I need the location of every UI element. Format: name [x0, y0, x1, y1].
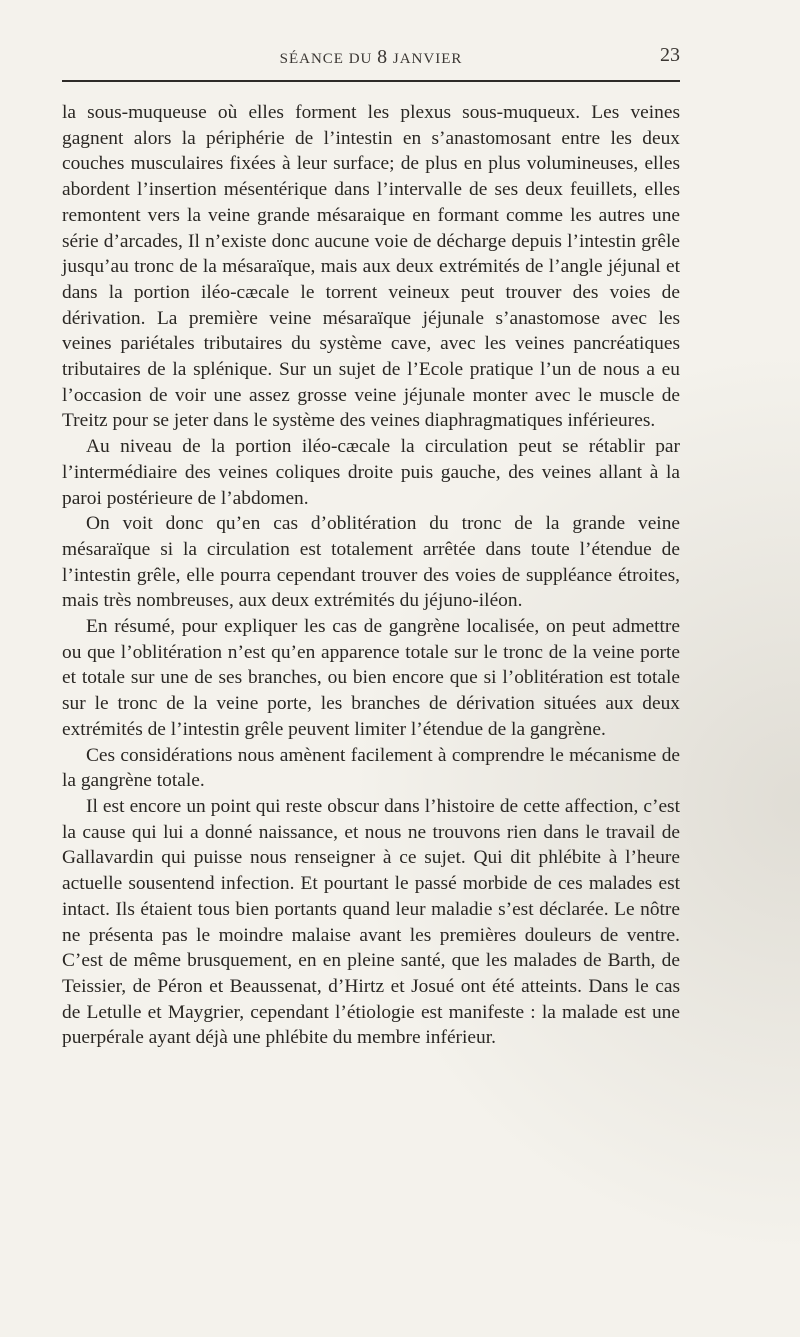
header-rule — [62, 80, 680, 82]
page-number: 23 — [660, 44, 680, 66]
body-text — [62, 100, 680, 1051]
paragraph: Ces considérations nous amènent facilement à comprendre le mécanisme de la gangrène totale. — [62, 744, 680, 792]
running-title — [62, 46, 680, 69]
paragraph: Il est encore un point qui reste obscur dans l’histoire de cette affection, c’est la cause qui lui a donné naissance, et nous ne trouvons rien dans le travail de Gallavardin qui puisse nous renseigner à ce sujet. Qui dit phlébite à l’heure actuelle sousentend infection. Et pourtant le passé morbide de ces malades est intact. Ils étaient tous bien portants quand leur maladie s’est déclarée. Le nôtre ne présenta pas le moindre malaise avant les premières douleurs de ventre. C’est de même brusquement, en en pleine santé, que les malades de Barth, de Teissier, de Péron et Beaussenat, d’Hirtz et Josué ont été atteints. Dans le cas de Letulle et Maygrier, cependant l’étiologie est manifeste : la malade est une puerpérale ayant déjà une phlébite du membre inférieur. — [62, 795, 680, 1049]
running-title-suffix: JANVIER — [388, 51, 463, 67]
running-title-day: 8 — [377, 46, 389, 68]
paragraph: On voit donc qu’en cas d’oblitération du tronc de la grande veine mésaraïque si la circulation est totalement arrêtée dans toute l’étendue de l’intestin grêle, elle pourra cependant trouver des voies de suppléance étroites, mais très nombreuses, aux deux extrémités du jéjuno-iléon. — [62, 513, 680, 612]
page-header — [62, 40, 680, 72]
paragraph: Au niveau de la portion iléo-cæcale la circulation peut se rétablir par l’intermédiaire des veines coliques droite puis gauche, des veines allant à la paroi postérieure de l’abdomen. — [62, 436, 680, 509]
paragraph: la sous-muqueuse où elles forment les plexus sous-muqueux. Les veines gagnent alors la périphérie de l’intestin en s’anastomosant entre les deux couches musculaires fixées à leur surface; de plus en plus volumineuses, elles abordent l’insertion mésentérique dans l’intervalle de ses deux feuillets, elles remontent vers la veine grande mésaraique en formant comme les autres une série d’arcades, Il n’existe donc aucune voie de décharge depuis l’intestin grêle jusqu’au tronc de la mésaraïque, mais aux deux extrémités de l’angle jéjunal et dans la portion iléo-cæcale le torrent veineux peut trouver des voies de dérivation. La première veine mésaraïque jéjunale s’anastomose avec les veines pariétales tributaires du système cave, avec les veines pancréatiques tributaires de la splénique. Sur un sujet de l’Ecole pratique l’un de nous a eu l’occasion de voir une assez grosse veine jéjunale monter avec le muscle de Treitz pour se jeter dans le système des veines diaphragmatiques inférieures. — [62, 102, 680, 432]
paragraph: En résumé, pour expliquer les cas de gangrène localisée, on peut admettre ou que l’oblitération n’est qu’en apparence totale sur le tronc de la veine porte et totale sur une de ses branches, ou bien encore que si l’oblitération est totale sur le tronc de la veine porte, les branches de dérivation situées aux deux extrémités de l’intestin grêle peuvent limiter l’étendue de la gangrène. — [62, 616, 680, 740]
running-title-prefix: SÉANCE DU — [279, 51, 378, 67]
